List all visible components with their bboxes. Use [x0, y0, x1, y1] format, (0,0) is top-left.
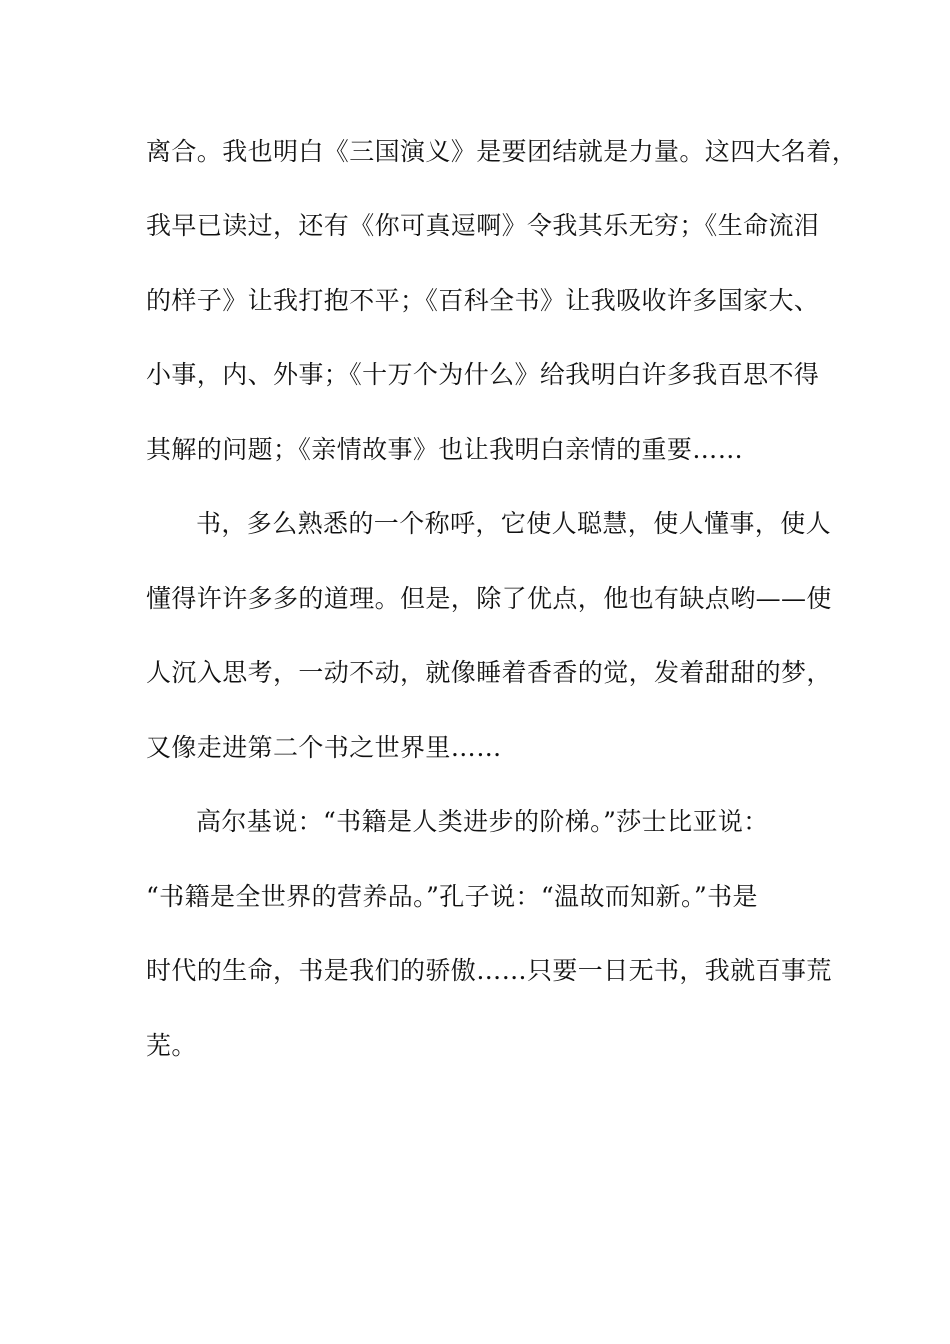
text-line: 离合。我也明白《三国演义》是要团结就是力量。这四大名着， — [146, 137, 858, 166]
text-line: 小事，内、外事；《十万个为什么》给我明白许多我百思不得 — [146, 360, 820, 389]
text-line: 我早已读过，还有《你可真逗啊》令我其乐无穷；《生命流泪 — [146, 211, 820, 240]
text-line: “书籍是全世界的营养品。”孔子说：“温故而知新。”书是 — [146, 882, 758, 911]
text-line: 又像走进第二个书之世界里…… — [146, 733, 502, 762]
paragraph-start-line: 书，多么熟悉的一个称呼，它使人聪慧，使人懂事，使人 — [196, 509, 832, 538]
text-line: 其解的问题；《亲情故事》也让我明白亲情的重要…… — [146, 435, 744, 464]
text-line: 芜。 — [146, 1031, 197, 1060]
text-line: 懂得许许多多的道理。但是，除了优点，他也有缺点哟——使 — [146, 584, 832, 613]
paragraph-start-line: 高尔基说：“书籍是人类进步的阶梯。”莎士比亚说： — [196, 807, 769, 836]
text-line: 的样子》让我打抱不平；《百科全书》让我吸收许多国家大、 — [146, 286, 820, 315]
text-line: 时代的生命，书是我们的骄傲……只要一日无书，我就百事荒 — [146, 956, 832, 985]
text-line: 人沉入思考，一动不动，就像睡着香香的觉，发着甜甜的梦， — [146, 658, 832, 687]
